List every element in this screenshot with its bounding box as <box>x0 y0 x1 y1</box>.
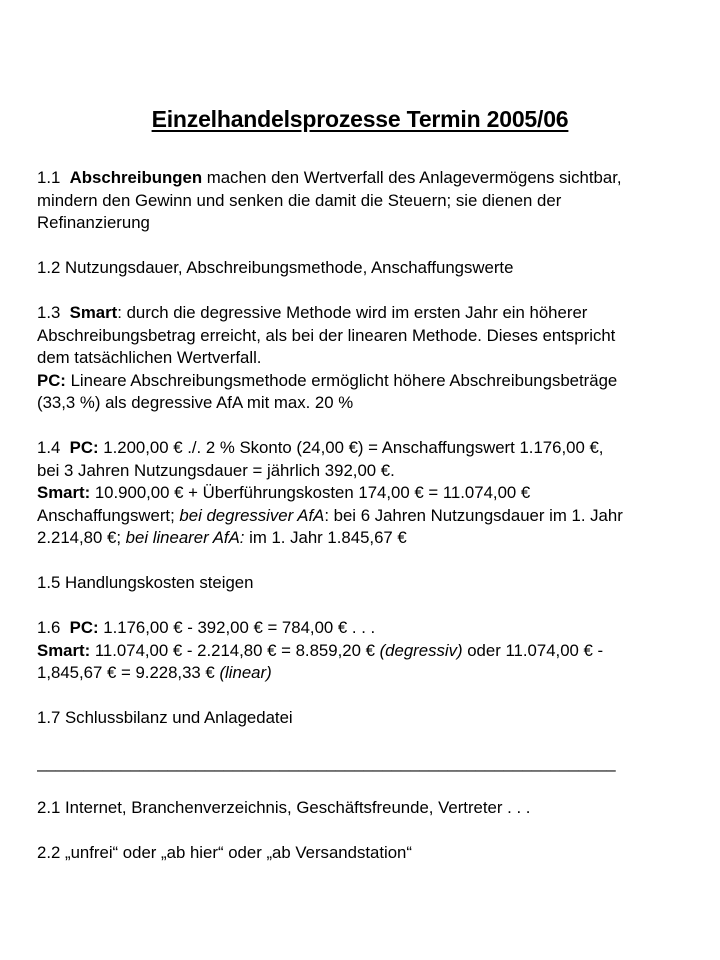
section-1-4-smart-text-1: 10.900,00 € + Überführungskosten 174,00 € = 11.074,00 € <box>90 483 531 502</box>
section-1-3-number: 1.3 <box>37 303 61 322</box>
section-1-6-degressive-note: (degressiv) <box>379 640 463 660</box>
section-1-4-degressive-note: bei degressiver AfA <box>179 505 325 525</box>
section-2-2 <box>37 842 697 865</box>
section-1-3-pc-line-1 <box>37 370 697 393</box>
section-1-3-term: Smart <box>69 303 118 322</box>
section-1-3-line-3: dem tatsächlichen Wertverfall. <box>37 348 262 367</box>
section-1-4-smart-label: Smart: <box>37 483 91 502</box>
section-1-6-smart-text-1b: oder 11.074,00 € - <box>462 640 604 660</box>
section-1-6-smart-line-2 <box>37 662 697 685</box>
section-1-4-smart-text-2a: Anschaffungswert; <box>37 505 180 525</box>
section-1-6-smart-line-1 <box>37 640 697 663</box>
section-1-2 <box>37 257 697 280</box>
document-body <box>37 167 697 865</box>
section-1-4-smart-line-2 <box>37 505 697 528</box>
section-1-6-number: 1.6 <box>37 618 61 637</box>
section-1-3-pc-label: PC: <box>37 370 66 390</box>
section-1-4-smart-line-3 <box>37 527 697 550</box>
section-1-3-pc-text-1: Lineare Abschreibungsmethode ermöglicht höhere Abschreibungsbeträge <box>65 370 618 390</box>
section-1-1-line-3: Refinanzierung <box>37 213 150 232</box>
section-1-4-linear-note: bei linearer AfA: <box>125 528 245 547</box>
section-1-4-smart-line-1 <box>37 482 697 505</box>
section-2-1 <box>37 797 697 820</box>
section-1-1-line-1 <box>37 167 697 190</box>
section-1-4-number: 1.4 <box>37 438 61 457</box>
section-1-6-smart-text-1a: 11.074,00 € - 2.214,80 € = 8.859,20 € <box>90 640 380 660</box>
section-1-7-text: 1.7 Schlussbilanz und Anlagedatei <box>37 708 293 727</box>
section-1-5-text: 1.5 Handlungskosten steigen <box>37 573 254 592</box>
section-1-3 <box>37 302 697 415</box>
section-1-2-text: 1.2 Nutzungsdauer, Abschreibungsmethode, Anschaffungswerte <box>37 258 514 277</box>
section-1-6-smart-text-2a: 1,845,67 € = 9.228,33 € <box>37 663 220 682</box>
section-1-1-text-1: machen den Wertverfall des Anlagevermögens sichtbar, <box>202 168 622 187</box>
section-1-7 <box>37 707 697 730</box>
section-2-2-text: 2.2 „unfrei“ oder „ab hier“ oder „ab Versandstation“ <box>37 843 412 862</box>
section-separator: ______________________________________________________________ <box>37 753 616 772</box>
section-1-6 <box>37 617 697 685</box>
section-1-1-line-2: mindern den Gewinn und senken die damit die Steuern; sie dienen der <box>37 190 562 210</box>
section-1-4-pc-line-1 <box>37 437 697 460</box>
section-1-6-pc-text-1: 1.176,00 € - 392,00 € = 784,00 € . . . <box>98 618 376 637</box>
section-1-5 <box>37 572 697 595</box>
section-1-4-smart-text-3a: 2.214,80 €; <box>37 528 126 547</box>
section-1-3-pc-line-2: (33,3 %) als degressive AfA mit max. 20 % <box>37 393 354 412</box>
section-1-6-pc-line-1 <box>37 617 697 640</box>
section-1-4-pc-text-1: 1.200,00 € ./. 2 % Skonto (24,00 €) = Anschaffungswert 1.176,00 €, <box>98 438 604 457</box>
section-1-3-line-2: Abschreibungsbetrag erreicht, als bei der linearen Methode. Dieses entspricht <box>37 325 616 345</box>
section-1-4-smart-text-3b: im 1. Jahr 1.845,67 € <box>244 528 407 547</box>
section-1-6-pc-label: PC: <box>69 618 99 637</box>
section-1-4-pc-label: PC: <box>69 438 99 457</box>
section-2-1-text: 2.1 Internet, Branchenverzeichnis, Geschäftsfreunde, Vertreter . . . <box>37 798 531 817</box>
section-1-3-line-1 <box>37 302 697 325</box>
page-title: Einzelhandelsprozesse Termin 2005/06 <box>151 106 569 132</box>
section-1-3-text-1: : durch die degressive Methode wird im ersten Jahr ein höherer <box>117 303 588 322</box>
section-1-4-pc-line-2: bei 3 Jahren Nutzungsdauer = jährlich 392,00 €. <box>37 460 395 480</box>
section-1-4-smart-text-2b: : bei 6 Jahren Nutzungsdauer im 1. Jahr <box>324 505 623 525</box>
section-1-4 <box>37 437 697 550</box>
section-1-6-smart-label: Smart: <box>37 640 91 660</box>
section-1-1-term: Abschreibungen <box>69 168 203 187</box>
section-1-1-number: 1.1 <box>37 168 61 187</box>
section-1-6-linear-note: (linear) <box>219 663 272 682</box>
section-1-1 <box>37 167 697 235</box>
